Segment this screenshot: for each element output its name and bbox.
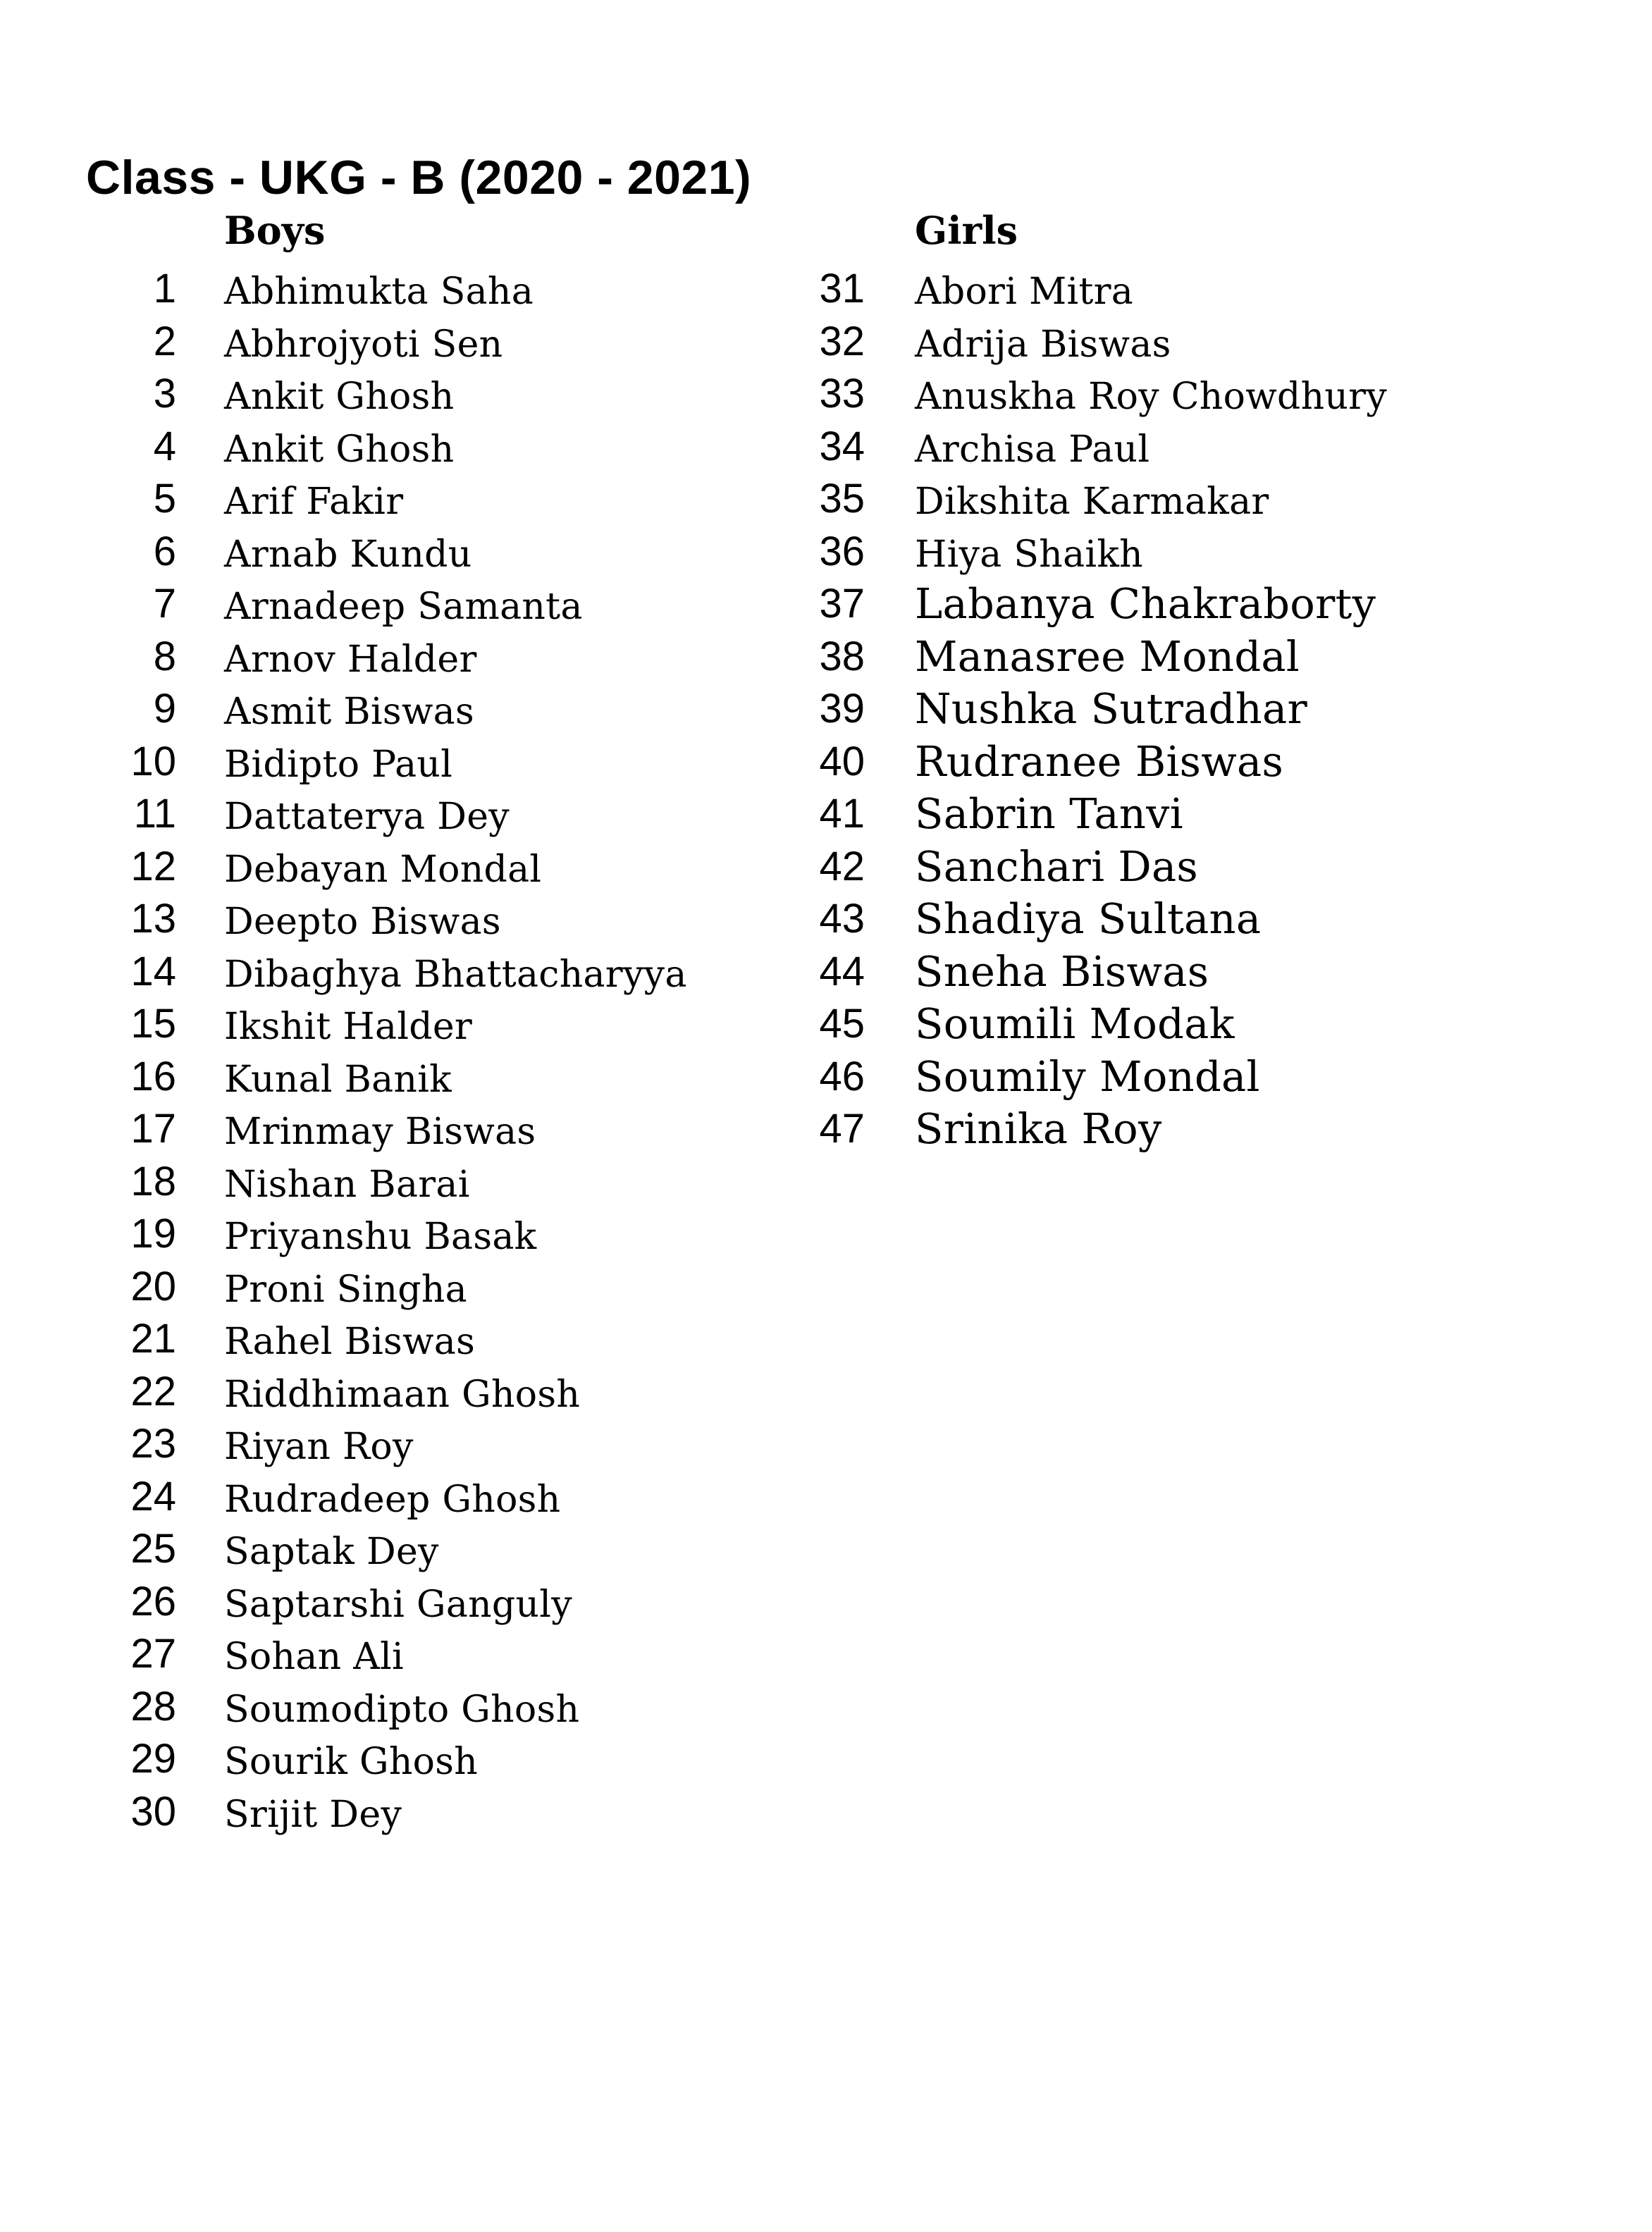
roll-number: 9 xyxy=(153,686,176,732)
roll-number: 36 xyxy=(819,528,865,574)
roll-number: 37 xyxy=(819,581,865,627)
roll-number: 28 xyxy=(130,1683,176,1730)
roll-number: 35 xyxy=(819,476,865,522)
student-name: Shadiya Sultana xyxy=(915,894,1262,943)
roll-number: 44 xyxy=(819,948,865,994)
roll-number: 3 xyxy=(153,371,176,417)
student-name: Soumili Modak xyxy=(915,999,1235,1048)
roll-number: 31 xyxy=(819,266,865,312)
roll-number: 16 xyxy=(130,1053,176,1099)
roll-number: 27 xyxy=(130,1631,176,1677)
roll-number: 26 xyxy=(130,1578,176,1624)
student-name: Abori Mitra xyxy=(915,271,1134,313)
roll-number: 33 xyxy=(819,371,865,417)
student-name: Soumodipto Ghosh xyxy=(224,1688,580,1731)
roll-number: 6 xyxy=(153,528,176,574)
roll-number: 42 xyxy=(819,843,865,889)
student-name: Bidipto Paul xyxy=(224,743,453,786)
student-name: Hiya Shaikh xyxy=(915,533,1143,576)
roll-number: 41 xyxy=(819,791,865,837)
roll-number: 19 xyxy=(130,1211,176,1257)
roll-number: 2 xyxy=(153,318,176,364)
student-name: Riyan Roy xyxy=(224,1426,414,1468)
student-name: Srinika Roy xyxy=(915,1104,1162,1153)
roll-number: 45 xyxy=(819,1001,865,1047)
student-name: Arif Fakir xyxy=(224,481,404,523)
student-name: Adrija Biswas xyxy=(915,323,1171,366)
roll-number: 20 xyxy=(130,1263,176,1309)
student-name: Saptak Dey xyxy=(224,1531,439,1573)
roll-number: 43 xyxy=(819,896,865,942)
student-name: Dattaterya Dey xyxy=(224,796,510,838)
roll-number: 47 xyxy=(819,1106,865,1152)
roll-number: 17 xyxy=(130,1106,176,1152)
roll-number: 22 xyxy=(130,1368,176,1414)
student-name: Ikshit Halder xyxy=(224,1006,473,1048)
roll-number: 30 xyxy=(130,1788,176,1835)
roll-number: 11 xyxy=(133,791,176,837)
roll-number: 10 xyxy=(130,738,176,784)
student-name: Kunal Banik xyxy=(224,1058,452,1101)
boys-heading: Boys xyxy=(224,208,326,253)
roll-number: 7 xyxy=(153,581,176,627)
document-title: Class - UKG - B (2020 - 2021) xyxy=(86,151,752,204)
roll-number: 5 xyxy=(153,476,176,522)
student-name: Mrinmay Biswas xyxy=(224,1111,536,1153)
roll-number: 4 xyxy=(153,423,176,469)
student-name: Anuskha Roy Chowdhury xyxy=(915,376,1388,418)
roll-number: 21 xyxy=(130,1316,176,1362)
roll-number: 24 xyxy=(130,1473,176,1519)
roll-number: 32 xyxy=(819,318,865,364)
student-name: Priyanshu Basak xyxy=(224,1216,537,1258)
roll-number: 18 xyxy=(130,1158,176,1204)
student-name: Sneha Biswas xyxy=(915,947,1209,996)
student-name: Dikshita Karmakar xyxy=(915,481,1269,523)
student-name: Sourik Ghosh xyxy=(224,1741,479,1783)
roll-number: 25 xyxy=(130,1526,176,1572)
student-name: Rahel Biswas xyxy=(224,1321,476,1363)
student-name: Soumily Mondal xyxy=(915,1052,1260,1101)
student-name: Srijit Dey xyxy=(224,1793,402,1836)
student-name: Sabrin Tanvi xyxy=(915,789,1183,838)
roll-number: 23 xyxy=(130,1421,176,1467)
student-name: Abhrojyoti Sen xyxy=(224,323,503,366)
student-name: Manasree Mondal xyxy=(915,631,1300,681)
girls-heading: Girls xyxy=(915,208,1018,253)
roll-number: 15 xyxy=(130,1001,176,1047)
student-name: Saptarshi Ganguly xyxy=(224,1583,572,1626)
roll-number: 8 xyxy=(153,633,176,679)
roll-number: 29 xyxy=(130,1736,176,1782)
roll-number: 34 xyxy=(819,423,865,469)
student-name: Dibaghya Bhattacharyya xyxy=(224,953,687,996)
student-name: Ankit Ghosh xyxy=(224,428,455,471)
roll-number: 1 xyxy=(153,266,176,312)
roll-number: 14 xyxy=(130,948,176,994)
student-name: Labanya Chakraborty xyxy=(915,579,1376,628)
student-name: Deepto Biswas xyxy=(224,901,501,943)
roll-number: 38 xyxy=(819,633,865,679)
student-name: Ankit Ghosh xyxy=(224,376,455,418)
student-name: Nushka Sutradhar xyxy=(915,684,1308,733)
student-name: Arnab Kundu xyxy=(224,533,472,576)
student-name: Rudranee Biswas xyxy=(915,736,1284,786)
roll-number: 12 xyxy=(130,843,176,889)
roll-number: 13 xyxy=(130,896,176,942)
student-name: Proni Singha xyxy=(224,1268,467,1311)
student-name: Abhimukta Saha xyxy=(224,271,534,313)
student-name: Archisa Paul xyxy=(915,428,1150,471)
student-name: Arnov Halder xyxy=(224,638,477,681)
student-name: Debayan Mondal xyxy=(224,848,542,891)
student-name: Sanchari Das xyxy=(915,841,1198,891)
roll-number: 40 xyxy=(819,738,865,784)
roll-number: 39 xyxy=(819,686,865,732)
roll-number: 46 xyxy=(819,1053,865,1099)
student-name: Sohan Ali xyxy=(224,1636,404,1678)
student-name: Arnadeep Samanta xyxy=(224,586,583,628)
student-name: Rudradeep Ghosh xyxy=(224,1478,561,1521)
student-name: Nishan Barai xyxy=(224,1163,470,1206)
student-name: Asmit Biswas xyxy=(224,691,474,733)
student-name: Riddhimaan Ghosh xyxy=(224,1373,581,1416)
